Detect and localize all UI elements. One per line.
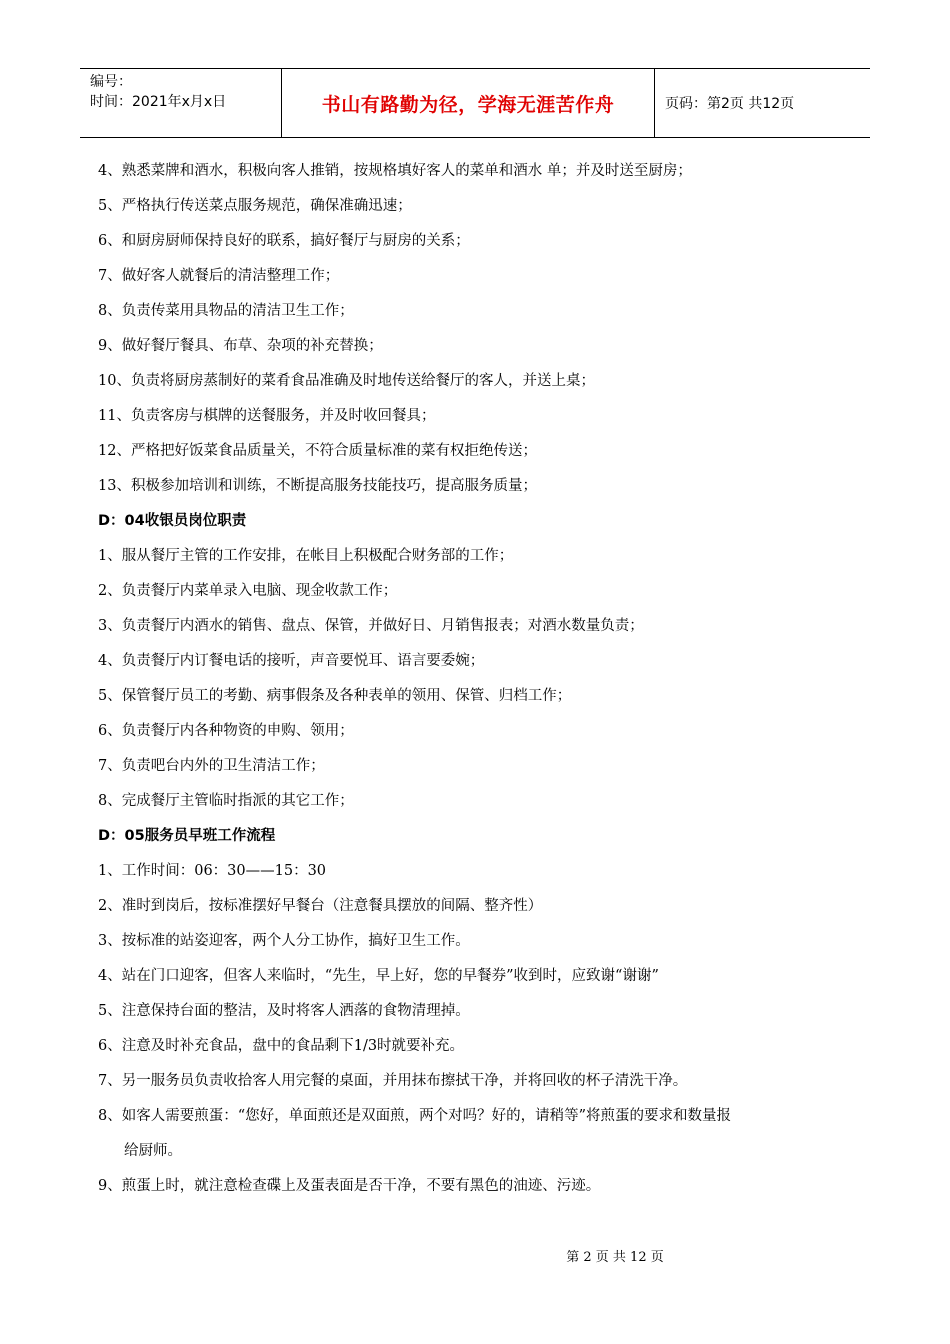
list-item: 9、做好餐厅餐具、布草、杂项的补充替换；: [98, 338, 383, 354]
list-item: 9、煎蛋上时，就注意检查碟上及蛋表面是否干净，不要有黑色的油迹、污迹。: [98, 1178, 601, 1194]
list-item: 10、负责将厨房蒸制好的菜肴食品准确及时地传送给餐厅的客人，并送上桌；: [98, 373, 595, 389]
list-item: 1、服从餐厅主管的工作安排，在帐目上积极配合财务部的工作；: [98, 548, 514, 564]
header-meta: [80, 69, 282, 137]
page-footer: 第 2 页 共 12 页: [566, 1250, 664, 1265]
list-item: 3、负责餐厅内酒水的销售、盘点、保管，并做好日、月销售报表；对酒水数量负责；: [98, 618, 644, 634]
list-item: 5、保管餐厅员工的考勤、病事假条及各种表单的领用、保管、归档工作；: [98, 688, 572, 704]
list-item: 8、如客人需要煎蛋：“您好，单面煎还是双面煎，两个对吗？好的，请稍等”将煎蛋的要求和数量报: [98, 1108, 732, 1124]
list-item: 6、负责餐厅内各种物资的申购、领用；: [98, 723, 354, 739]
list-item-continuation: 给厨师。: [124, 1143, 182, 1159]
list-item: 2、负责餐厅内菜单录入电脑、现金收款工作；: [98, 583, 398, 599]
list-item: 4、负责餐厅内订餐电话的接听，声音要悦耳、语言要委婉；: [98, 653, 485, 669]
list-item: 8、负责传菜用具物品的清洁卫生工作；: [98, 303, 354, 319]
list-item: 3、按标准的站姿迎客，两个人分工协作，搞好卫生工作。: [98, 933, 470, 949]
list-item: 1、工作时间：06：30——15：30: [98, 863, 327, 879]
document-body: [98, 154, 858, 1204]
list-item: 12、严格把好饭菜食品质量关，不符合质量标准的菜有权拒绝传送；: [98, 443, 537, 459]
list-item: 5、严格执行传送菜点服务规范，确保准确迅速；: [98, 198, 412, 214]
list-item: 5、注意保持台面的整洁，及时将客人洒落的食物清理掉。: [98, 1003, 470, 1019]
list-item: 11、负责客房与棋牌的送餐服务，并及时收回餐具；: [98, 408, 436, 424]
list-item: 6、和厨房厨师保持良好的联系，搞好餐厅与厨房的关系；: [98, 233, 470, 249]
list-item: 7、做好客人就餐后的清洁整理工作；: [98, 268, 340, 284]
list-item: 4、站在门口迎客，但客人来临时，“先生，早上好，您的早餐券”收到时，应致谢“谢谢”: [98, 968, 659, 984]
section-heading: D：04收银员岗位职责: [98, 513, 247, 529]
time-label: 时间：2021年x月x日: [90, 94, 227, 110]
list-item: 6、注意及时补充食品，盘中的食品剩下1/3时就要补充。: [98, 1038, 465, 1054]
list-item: 7、另一服务员负责收拾客人用完餐的桌面，并用抹布擦拭干净，并将回收的杯子清洗干净。: [98, 1073, 688, 1089]
header-motto: 书山有路勤为径，学海无涯苦作舟: [282, 69, 655, 137]
list-item: 13、积极参加培训和训练，不断提高服务技能技巧，提高服务质量；: [98, 478, 537, 494]
list-item: 2、准时到岗后，按标准摆好早餐台（注意餐具摆放的间隔、整齐性）: [98, 898, 543, 914]
list-item: 7、负责吧台内外的卫生清洁工作；: [98, 758, 325, 774]
header-page-info: 页码：第2页 共12页: [665, 96, 795, 112]
list-item: 4、熟悉菜牌和酒水，积极向客人推销，按规格填好客人的菜单和酒水 单；并及时送至厨房；: [98, 163, 692, 179]
document-header: [80, 68, 870, 138]
list-item: 8、完成餐厅主管临时指派的其它工作；: [98, 793, 354, 809]
number-label: 编号：: [90, 74, 132, 90]
section-heading: D：05服务员早班工作流程: [98, 828, 276, 844]
